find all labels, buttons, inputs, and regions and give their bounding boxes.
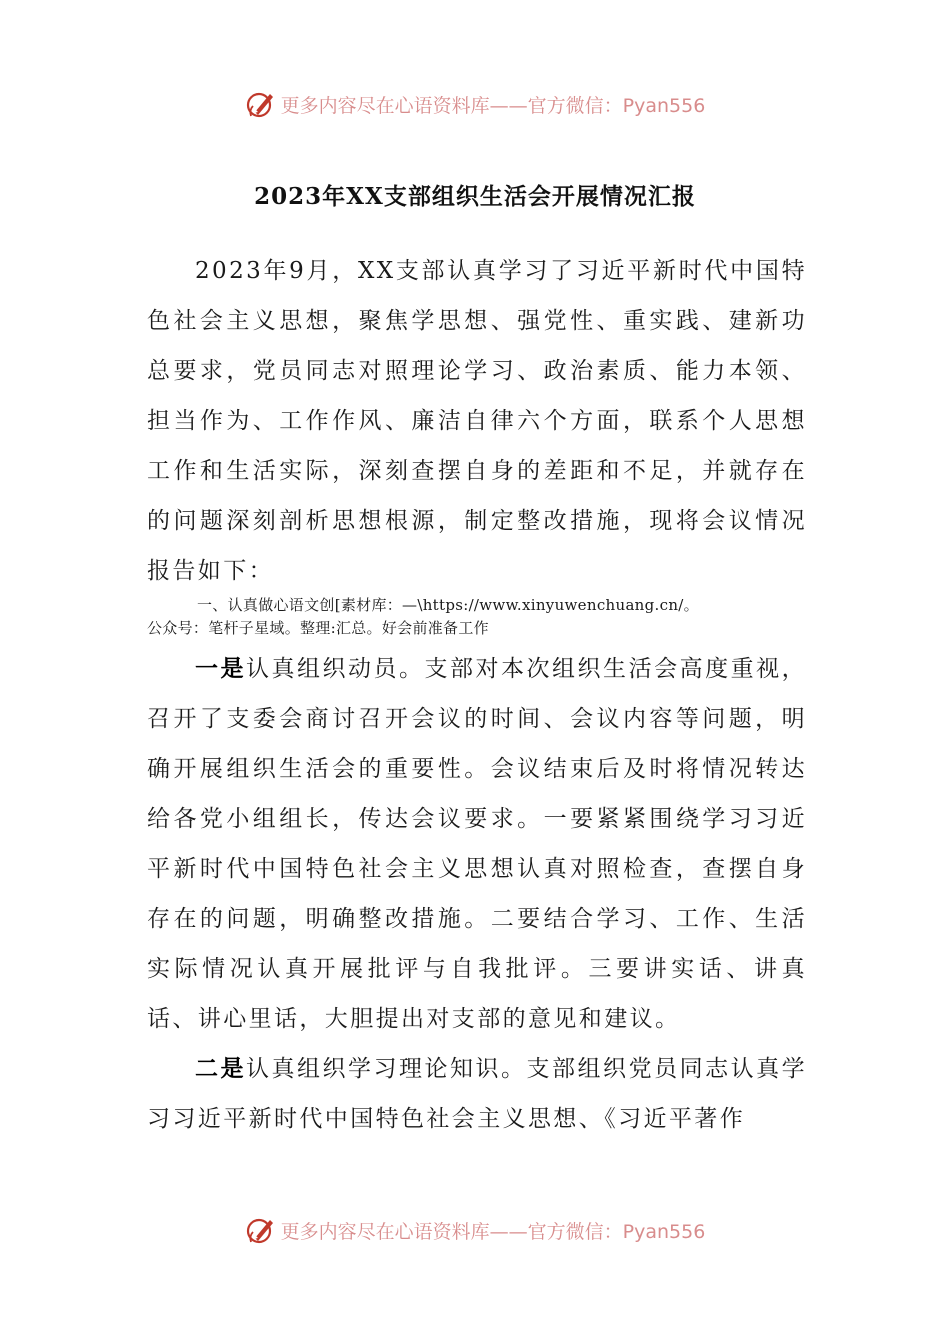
note-line-2: 公众号：笔杆子星域。整理:汇总。好会前准备工作: [147, 619, 489, 637]
note-section: [147, 594, 817, 640]
paragraph-1-lead: 一是: [195, 655, 247, 682]
paragraph-1: [147, 644, 807, 1044]
document-title: 2023年XX支部组织生活会开展情况汇报: [254, 183, 696, 210]
paragraph-2: [147, 1044, 807, 1144]
banner-wechat-text: 官方微信：Pyan556: [527, 94, 706, 117]
paragraph-1-text: 认真组织动员。支部对本次组织生活会高度重视，召开了支委会商讨召开会议的时间、会议内容等问题，明确开展组织生活会的重要性。会议结束后及时将情况转达给各党小组组长，传达会议要求。一要紧紧围绕学习习近平新时代中国特色社会主义思想认真对照检查，查摆自身存在的问题，明确整改措施。二要结合学习、工作、生活实际情况认真开展批评与自我批评。三要讲实话、讲真话、讲心里话，大胆提出对支部的意见和建议。: [147, 656, 807, 1032]
note-line-1: 一、认真做心语文创[素材库：—\https://www.xinyuwenchuang.cn/。: [197, 596, 699, 614]
banner-text: [281, 1217, 706, 1244]
banner-separator: ——: [489, 94, 528, 117]
footer-banner: [0, 1210, 950, 1250]
paragraph-2-text: 认真组织学习理论知识。支部组织党员同志认真学习习近平新时代中国特色社会主义思想、《习近平著作: [147, 1056, 807, 1132]
banner-text: [281, 91, 706, 118]
header-banner: [0, 84, 950, 124]
pen-circle-icon: [245, 88, 277, 120]
intro-paragraph: 2023年9月，XX支部认真学习了习近平新时代中国特色社会主义思想，聚焦学思想、强党性、重实践、建新功总要求，党员同志对照理论学习、政治素质、能力本领、担当作为、工作作风、廉洁自律六个方面，联系个人思想工作和生活实际，深刻查摆自身的差距和不足，并就存在的问题深刻剖析思想根源，制定整改措施，现将会议情况报告如下：: [147, 258, 807, 584]
banner-wechat-text: 官方微信：Pyan556: [527, 1220, 706, 1243]
pen-circle-icon: [245, 1214, 277, 1246]
intro-section: [147, 246, 807, 596]
banner-site-text: 更多内容尽在心语资料库: [280, 94, 490, 117]
para-2-section: [147, 1044, 807, 1144]
banner-site-text: 更多内容尽在心语资料库: [280, 1220, 490, 1243]
paragraph-2-lead: 二是: [195, 1055, 247, 1082]
para-1-section: [147, 644, 807, 1044]
banner-separator: ——: [489, 1220, 528, 1243]
